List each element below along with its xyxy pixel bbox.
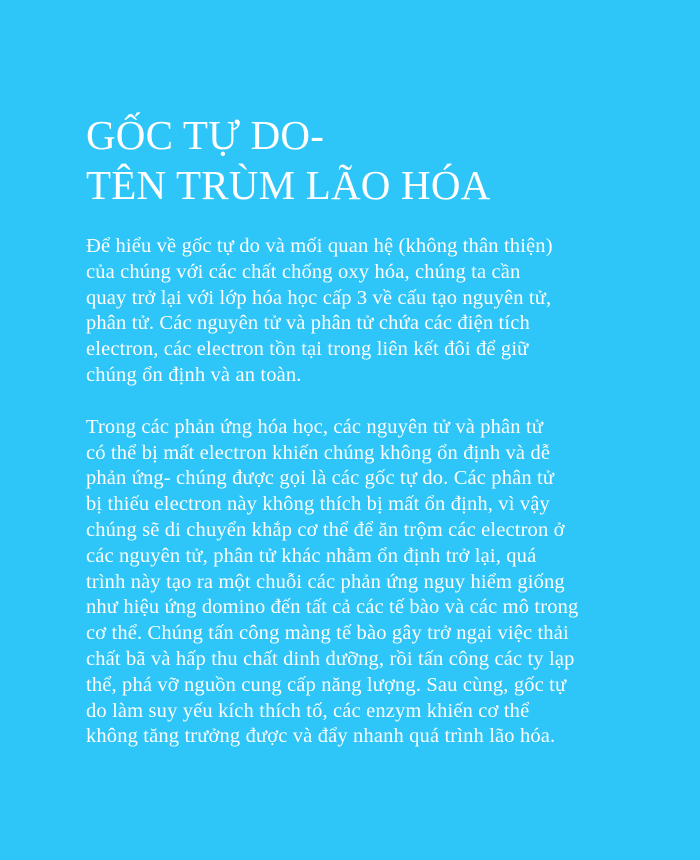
paragraph-line: electron, các electron tồn tại trong liên kết đôi để giữ <box>86 338 529 361</box>
paragraph-line: như hiệu ứng domino đến tất cả các tế bào và các mô trong <box>86 596 579 619</box>
paragraph-line: có thể bị mất electron khiến chúng không ổn định và dễ <box>86 441 551 464</box>
paragraph-line: không tăng trưởng được và đẩy nhanh quá trình lão hóa. <box>86 725 556 748</box>
paragraph-2 <box>86 415 630 750</box>
paragraph-line: của chúng với các chất chống oxy hóa, chúng ta cần <box>86 260 521 283</box>
paragraph-line: phân tử. Các nguyên tử và phân tử chứa các điện tích <box>86 312 530 335</box>
paragraph-line: chúng sẽ di chuyển khắp cơ thể để ăn trộm các electron ở <box>86 518 565 541</box>
paragraph-line: phản ứng- chúng được gọi là các gốc tự do. Các phân tử <box>86 467 555 490</box>
paragraph-line: các nguyên tử, phân tử khác nhằm ổn định trở lại, quá <box>86 544 537 567</box>
paragraph-line: cơ thể. Chúng tấn công màng tế bào gây trở ngại việc thải <box>86 622 569 645</box>
paragraph-line: Trong các phản ứng hóa học, các nguyên tử và phân tử <box>86 415 544 438</box>
paragraph-line: quay trở lại với lớp hóa học cấp 3 về cấu tạo nguyên tử, <box>86 286 552 309</box>
title-line-1: GỐC TỰ DO- <box>86 112 325 158</box>
paragraph-1 <box>86 234 630 389</box>
paragraph-line: chúng ổn định và an toàn. <box>86 363 302 386</box>
paragraph-line: trình này tạo ra một chuỗi các phản ứng nguy hiểm giống <box>86 570 565 593</box>
paragraph-line: chất bã và hấp thu chất dinh dưỡng, rồi tấn công các ty lạp <box>86 647 575 670</box>
paragraph-line: Để hiểu về gốc tự do và mối quan hệ (không thân thiện) <box>86 235 553 257</box>
title-line-2: TÊN TRÙM LÃO HÓA <box>86 162 491 208</box>
article-title <box>86 110 630 210</box>
paragraph-line: thể, phá vỡ nguồn cung cấp năng lượng. Sau cùng, gốc tự <box>86 673 567 696</box>
paragraph-line: bị thiếu electron này không thích bị mất ổn định, vì vậy <box>86 493 550 516</box>
paragraph-line: do làm suy yếu kích thích tố, các enzym khiến cơ thể <box>86 699 530 722</box>
